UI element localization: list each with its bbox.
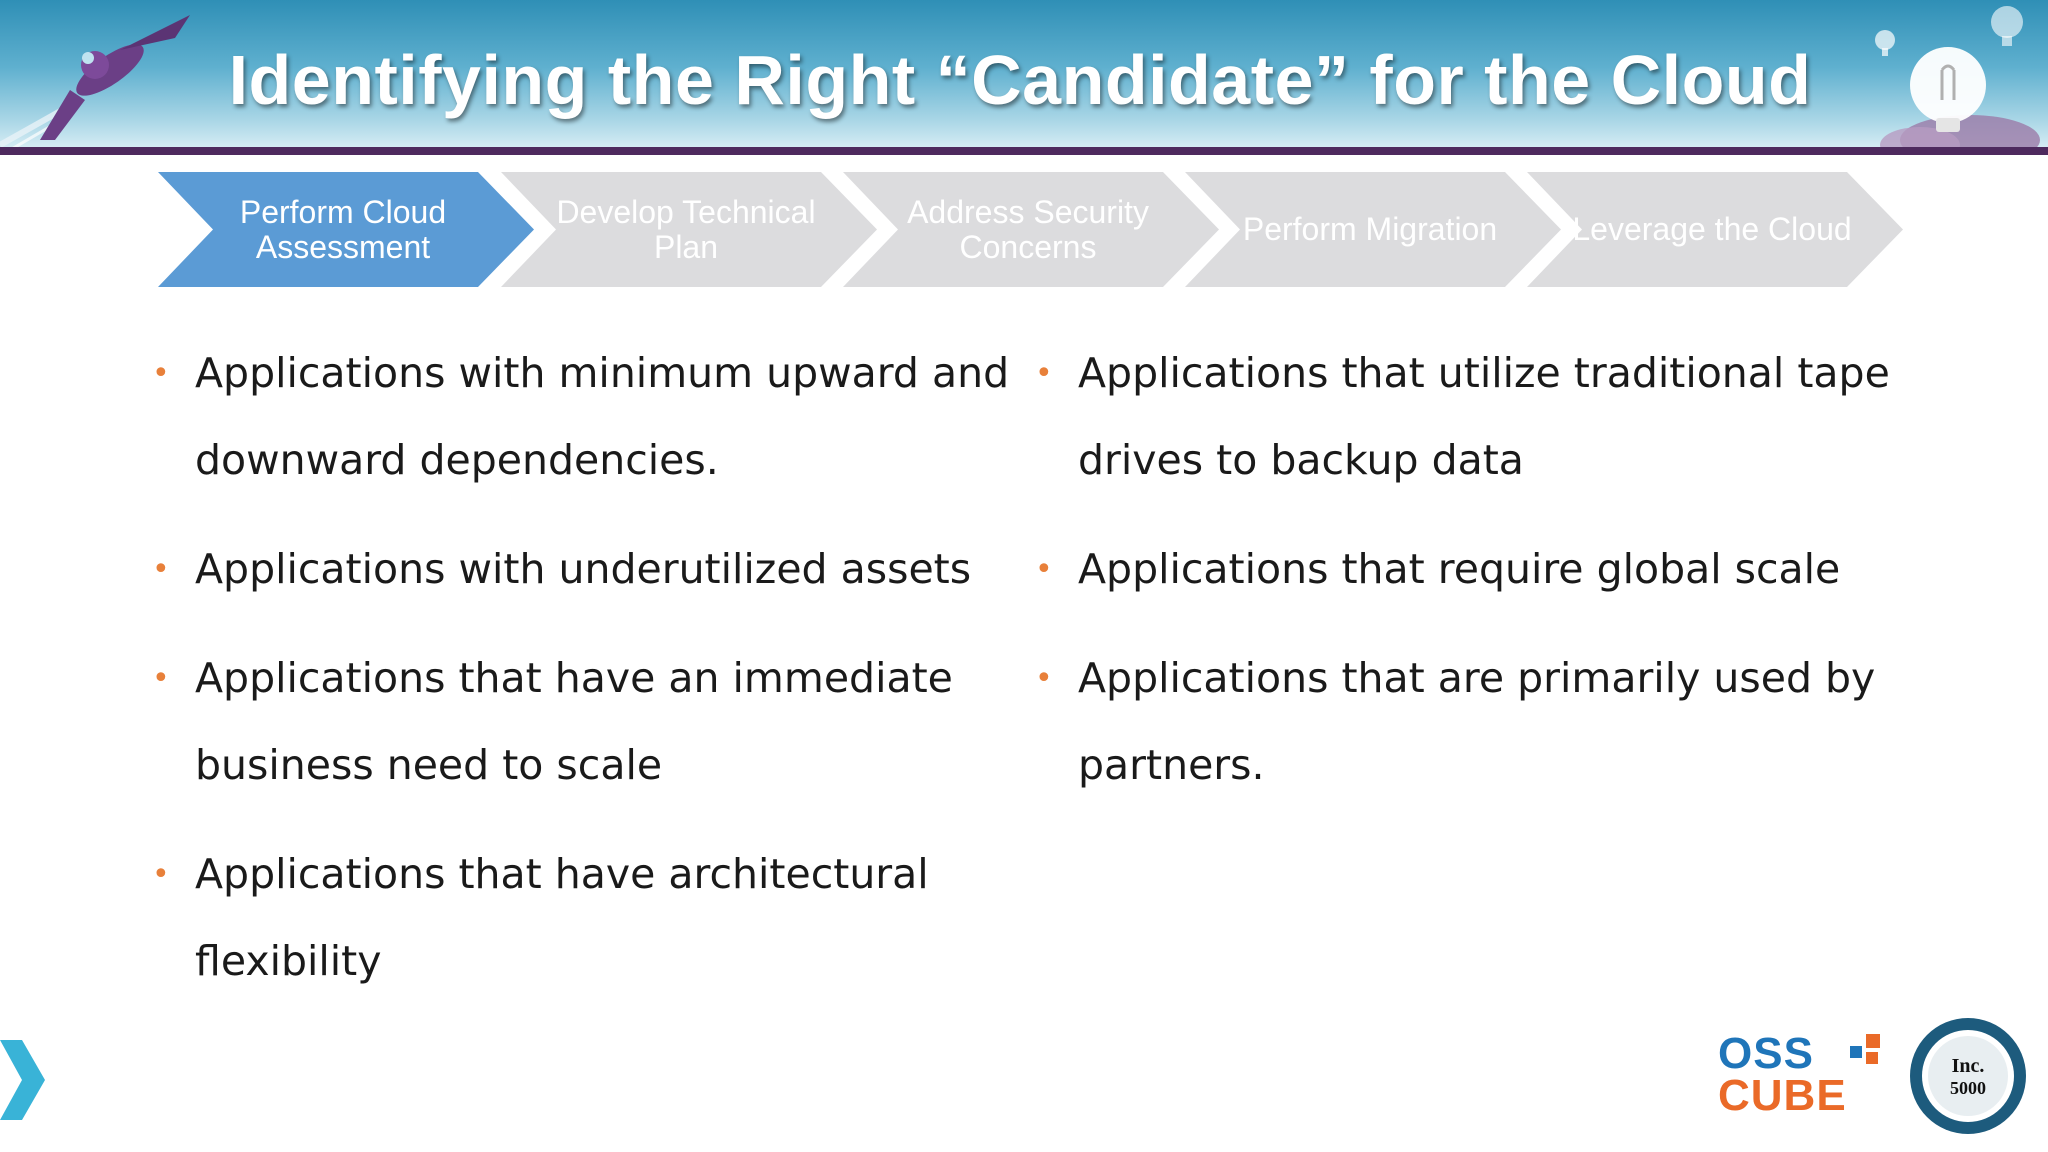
bullet-icon: • xyxy=(152,356,170,391)
bullet-text: Applications that have architectural flexibility xyxy=(195,850,929,985)
osscube-logo xyxy=(1718,1026,1898,1116)
bullet-icon: • xyxy=(1035,552,1053,587)
list-item xyxy=(152,330,1012,504)
step-label: Leverage the Cloud xyxy=(1572,211,1852,247)
svg-text:CUBE: CUBE xyxy=(1718,1071,1847,1116)
bullet-text: Applications with minimum upward and downward dependencies. xyxy=(195,349,1010,484)
step-leverage-the-cloud[interactable] xyxy=(1527,172,1907,287)
header-divider xyxy=(0,147,2048,155)
svg-text:5000: 5000 xyxy=(1950,1078,1986,1098)
header-banner xyxy=(0,0,2048,150)
bullet-icon: • xyxy=(1035,661,1053,696)
chevron-right-icon[interactable] xyxy=(0,1030,50,1130)
list-item xyxy=(152,635,1012,809)
bullet-icon: • xyxy=(152,857,170,892)
step-perform-cloud-assessment[interactable] xyxy=(158,172,538,287)
bullet-text: Applications that utilize traditional tape drives to backup data xyxy=(1078,349,1890,484)
rocket-icon xyxy=(0,10,200,150)
lightbulb-icon xyxy=(1850,0,2048,150)
page-title: Identifying the Right “Candidate” for the Cloud xyxy=(228,41,1812,119)
inc5000-seal xyxy=(1908,1016,2028,1136)
bullet-text: Applications that have an immediate business need to scale xyxy=(195,654,953,789)
svg-text:OSS: OSS xyxy=(1718,1029,1814,1078)
list-item xyxy=(152,526,1012,613)
bullet-text: Applications with underutilized assets xyxy=(195,545,972,593)
svg-text:Inc.: Inc. xyxy=(1951,1055,1985,1077)
bullet-icon: • xyxy=(152,552,170,587)
step-address-security-concerns[interactable] xyxy=(843,172,1223,287)
step-label: Address Security Concerns xyxy=(907,193,1149,265)
step-label: Develop Technical Plan xyxy=(556,193,816,265)
step-label: Perform Migration xyxy=(1242,211,1498,247)
bullet-text: Applications that are primarily used by partners. xyxy=(1078,654,1876,789)
right-bullet-list xyxy=(1035,330,1915,831)
list-item xyxy=(1035,635,1915,809)
step-perform-migration[interactable] xyxy=(1185,172,1565,287)
bullet-icon: • xyxy=(1035,356,1053,391)
list-item xyxy=(152,831,1012,1005)
step-label: Perform Cloud Assessment xyxy=(239,193,447,265)
process-chevrons xyxy=(158,172,1898,287)
step-develop-technical-plan[interactable] xyxy=(501,172,881,287)
left-bullet-list xyxy=(152,330,1012,1027)
bullet-icon: • xyxy=(152,661,170,696)
bullet-text: Applications that require global scale xyxy=(1078,545,1841,593)
list-item xyxy=(1035,330,1915,504)
list-item xyxy=(1035,526,1915,613)
